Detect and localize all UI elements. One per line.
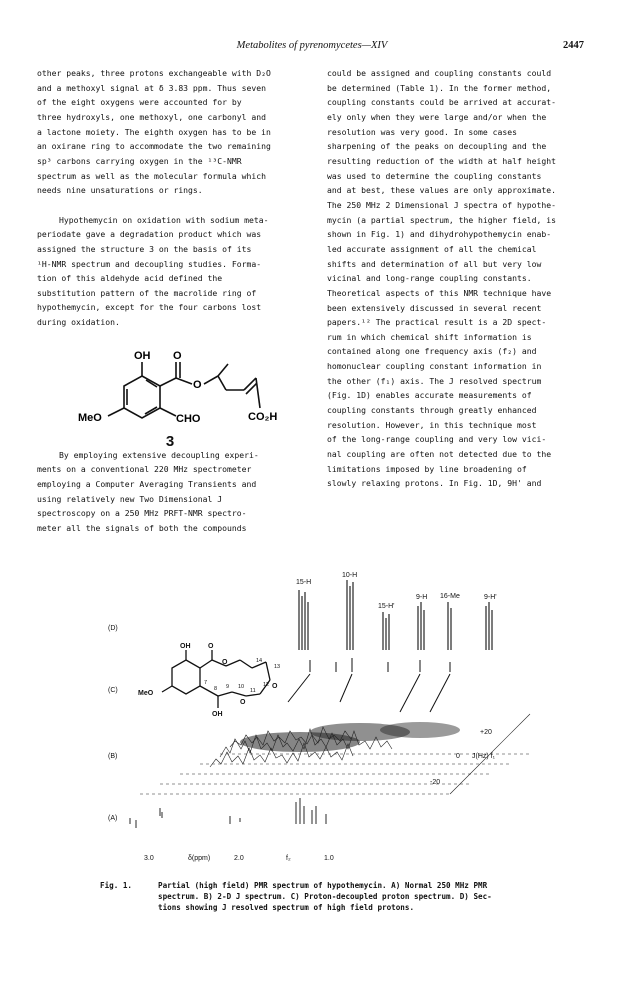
panel-label-b: (B)	[108, 753, 118, 760]
text-line: mycin (a partial spectrum, the higher field, is	[327, 214, 557, 225]
panel-a-normal-spectrum	[130, 798, 326, 828]
paragraph-nmr-oxygens	[37, 66, 309, 198]
paragraph-oxidation	[37, 213, 309, 330]
atom-number: 7	[204, 680, 208, 686]
text-line: shifts and determination of all but very low	[327, 258, 542, 269]
peak-label: 9-H	[416, 594, 428, 601]
text-line: a lactone moiety. The eighth oxygen has to be in	[37, 126, 271, 137]
text-line: The 250 MHz 2 Dimensional J spectra of hypothe-	[327, 199, 557, 210]
right-column	[327, 66, 597, 491]
caption-line: spectrum. B) 2-D J spectrum. C) Proton-decoupled proton spectrum. D) Sec-	[158, 892, 492, 901]
text-line: coupling constants could be arrived at accurat-	[327, 97, 557, 108]
peak-label: 10-H	[342, 572, 358, 579]
text-line: resolution was very good. In some cases	[327, 126, 518, 137]
text-line: coupling constants through greatly enhanced	[327, 405, 537, 416]
paragraph-decoupling	[37, 448, 309, 536]
text-line: employing a Computer Averaging Transients and	[37, 479, 257, 490]
peak-label: 9-H'	[484, 594, 497, 601]
structure-ester-o-label: O	[193, 379, 202, 391]
atom-number: 13	[274, 664, 281, 670]
text-line: ¹H-NMR spectrum and decoupling studies. Forma-	[37, 258, 262, 269]
panel-label-a: (A)	[108, 815, 118, 822]
text-line: spectrum as well as the molecular formula which	[37, 170, 267, 181]
text-line: vicinal and long-range coupling constants.	[327, 273, 532, 284]
structure-o-label: O	[208, 643, 214, 650]
structure-carbonyl-o-label: O	[173, 350, 182, 362]
page-number: 2447	[563, 40, 584, 51]
text-line: rum in which chemical shift information is	[327, 331, 532, 342]
caption-line: Partial (high field) PMR spectrum of hypothemycin. A) Normal 250 MHz PMR	[158, 881, 488, 890]
paragraph-coupling-constants	[327, 66, 597, 491]
text-line: using relatively new Two Dimensional J	[37, 493, 223, 504]
atom-number: 14	[256, 658, 263, 664]
text-line: of the eight oxygens were accounted for by	[37, 97, 242, 108]
text-line: slowly relaxing protons. In Fig. 1D, 9H' and	[327, 478, 542, 489]
text-line: during oxidation.	[37, 317, 120, 328]
text-line: spectroscopy on a 250 MHz PRFT-NMR spectro-	[37, 508, 247, 519]
text-line: three hydroxyls, one methoxyl, one carbonyl and	[37, 111, 267, 122]
structure-o-label: O	[272, 683, 278, 690]
ppm-axis-tick: 1.0	[324, 855, 334, 862]
structure-co2h-label: CO₂H	[248, 411, 278, 423]
atom-number: 11	[250, 688, 256, 694]
j-axis-tick: -20	[430, 779, 441, 786]
page-header	[0, 40, 624, 54]
caption-line: tions showing J resolved spectrum of high field protons.	[158, 903, 415, 912]
text-line: sharpening of the peaks on decoupling and the	[327, 141, 547, 152]
structure-oh-label: OH	[134, 350, 151, 362]
text-line: resolution. However, in this technique most	[327, 419, 537, 430]
panel-label-c: (C)	[108, 687, 118, 694]
structure-cho-label: CHO	[176, 413, 201, 425]
peak-label: 16-Me	[440, 593, 460, 600]
f2-axis-label: f₂	[286, 855, 291, 862]
ppm-axis-unit: δ(ppm)	[188, 855, 211, 862]
hypothemycin-structure	[162, 650, 270, 708]
text-line: an oxirane ring to accommodate the two remaining	[37, 141, 271, 152]
text-line: (Fig. 1D) enables accurate measurements of	[327, 390, 532, 401]
running-title: Metabolites of pyrenomycetes—XIV	[236, 40, 388, 51]
text-line: Hypothemycin on oxidation with sodium meta-	[59, 214, 269, 225]
structure-oh-top-label: OH	[180, 643, 191, 650]
text-line: tion of this aldehyde acid defined the	[37, 273, 223, 284]
text-line: substitution pattern of the macrolide ring of	[37, 287, 257, 298]
structure-meo-label: MeO	[78, 412, 102, 424]
text-line: nal coupling are often not detected due to the	[327, 449, 552, 460]
text-line: papers.¹² The practical result is a 2D spect-	[327, 317, 547, 328]
text-line: By employing extensive decoupling experi-	[59, 449, 259, 460]
figure-1-nmr-spectra	[100, 562, 550, 880]
structure-meo-label: MeO	[138, 690, 154, 697]
panel-label-d: (D)	[108, 625, 118, 632]
text-line: led accurate assignment of all the chemical	[327, 243, 537, 254]
text-line: Theoretical aspects of this NMR technique have	[327, 287, 552, 298]
structure-oh-bottom-label: OH	[212, 711, 223, 718]
text-line: shown in Fig. 1) and dihydrohypothemycin enab-	[327, 229, 552, 240]
text-line: limitations imposed by line broadening of	[327, 463, 527, 474]
caption-label: Fig. 1.	[100, 881, 133, 890]
text-line: been extensively discussed in several recent	[327, 302, 542, 313]
text-line: resulting reduction of the width at half height	[327, 155, 557, 166]
text-line: ely only when they were large and/or when the	[327, 111, 547, 122]
atom-number: 8	[214, 686, 218, 692]
text-line: ments on a conventional 220 MHz spectrometer	[37, 464, 252, 475]
text-line: hypothemycin, except for the four carbons lost	[37, 302, 262, 313]
peak-label: 15-H'	[378, 603, 395, 610]
panel-c-spectrum	[288, 658, 450, 712]
j-axis-tick: +20	[480, 729, 492, 736]
j-axis-tick: 0	[456, 753, 460, 760]
text-line: contained along one frequency axis (f₂) and	[327, 346, 537, 357]
compound-number: 3	[165, 433, 175, 450]
atom-number: 12	[263, 682, 270, 688]
text-line: and at best, these values are only approximate.	[327, 185, 557, 196]
structure-o-label: O	[240, 699, 246, 706]
text-line: needs nine unsaturations or rings.	[37, 185, 203, 196]
text-line: could be assigned and coupling constants could	[327, 68, 552, 78]
text-line: meter all the signals of both the compounds	[37, 523, 247, 534]
ppm-axis-tick: 3.0	[144, 855, 154, 862]
panel-b-dense-peaks	[240, 722, 460, 752]
text-line: was used to determine the coupling constants	[327, 170, 542, 181]
text-line: assigned the structure 3 on the basis of its	[37, 243, 252, 254]
figure-caption	[100, 880, 590, 913]
text-line: sp³ carbons carrying oxygen in the ¹³C-NMR	[37, 155, 242, 166]
text-line: be determined (Table 1). In the former method,	[327, 82, 552, 93]
atom-number: 10	[238, 684, 245, 690]
peak-label: 15-H	[296, 579, 312, 586]
text-line: of the long-range coupling and very low vici-	[327, 434, 547, 445]
structure-o-label: O	[222, 659, 228, 666]
text-line: other peaks, three protons exchangeable with D₂O	[37, 68, 271, 78]
ppm-axis-tick: 2.0	[234, 855, 244, 862]
left-column	[37, 66, 309, 536]
text-line: the other (f₁) axis. The J resolved spectrum	[327, 375, 542, 386]
panel-d-sections	[299, 580, 492, 650]
atom-number: 9	[226, 684, 230, 690]
text-line: homonuclear coupling constant information in	[327, 361, 542, 372]
text-line: periodate gave a degradation product which was	[37, 229, 262, 240]
j-axis-label: J(Hz) f₁	[472, 753, 495, 760]
text-line: and a methoxyl signal at δ 3.83 ppm. Thus seven	[37, 82, 267, 93]
